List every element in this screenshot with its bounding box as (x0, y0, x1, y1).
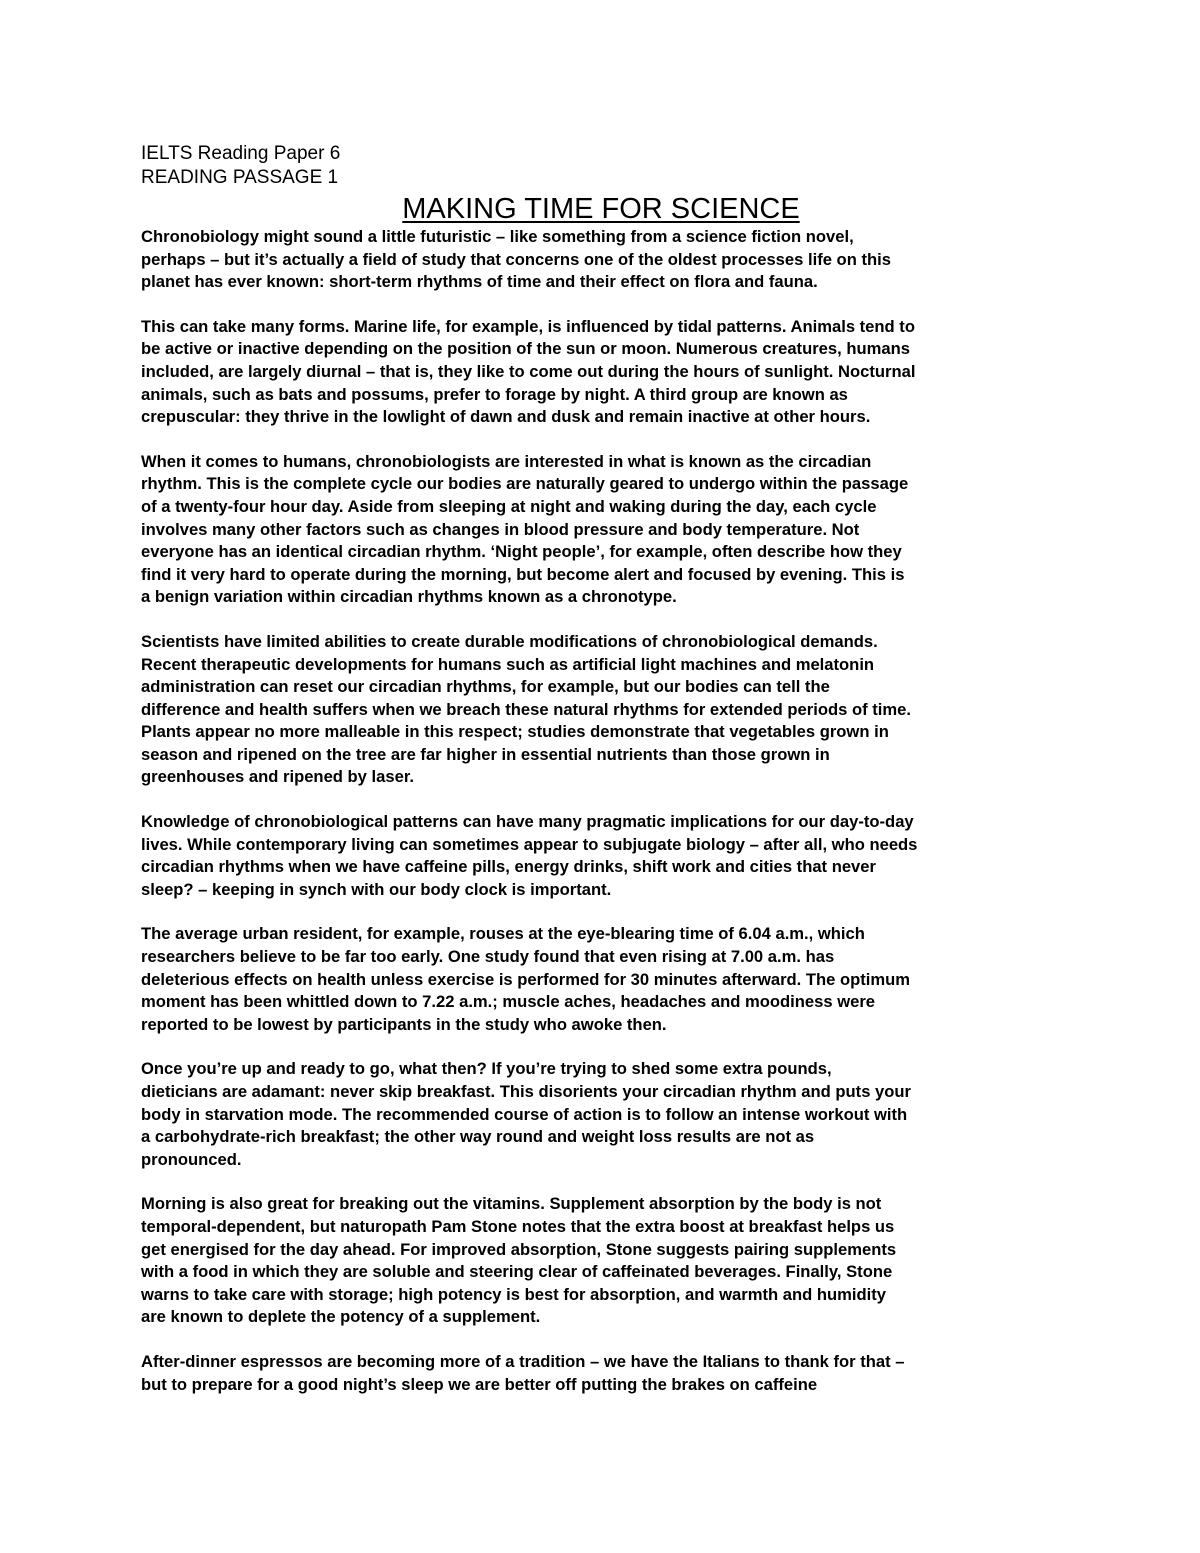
text-line: After-dinner espressos are becoming more of a tradition – we have the Italians to thank for that – (141, 1351, 905, 1371)
text-line: are known to deplete the potency of a supplement. (141, 1307, 541, 1327)
passage-body (141, 226, 1061, 1396)
text-line: Plants appear no more malleable in this respect; studies demonstrate that vegetables grown in (141, 722, 889, 742)
text-line: Once you’re up and ready to go, what then? If you’re trying to shed some extra pounds, (141, 1059, 832, 1079)
text-line: get energised for the day ahead. For improved absorption, Stone suggests pairing supplements (141, 1239, 897, 1259)
text-line: with a food in which they are soluble and steering clear of caffeinated beverages. Finally, Stone (141, 1262, 893, 1282)
paragraph (141, 1351, 1061, 1396)
paragraph (141, 923, 1061, 1036)
text-line: When it comes to humans, chronobiologists are interested in what is known as the circadian (141, 451, 872, 471)
text-line: Recent therapeutic developments for humans such as artificial light machines and melatonin (141, 654, 875, 674)
paragraph (141, 451, 1061, 609)
text-line: everyone has an identical circadian rhythm. ‘Night people’, for example, often describe how they (141, 542, 902, 562)
text-line: find it very hard to operate during the morning, but become alert and focused by evening. This is (141, 564, 905, 584)
text-line: warns to take care with storage; high potency is best for absorption, and warmth and humidity (141, 1284, 886, 1304)
text-line: of a twenty-four hour day. Aside from sleeping at night and waking during the day, each cycle (141, 496, 877, 516)
document-page (141, 142, 1061, 1418)
text-line: dieticians are adamant: never skip breakfast. This disorients your circadian rhythm and puts your (141, 1082, 911, 1101)
text-line: reported to be lowest by participants in the study who awoke then. (141, 1014, 667, 1034)
text-line: temporal-dependent, but naturopath Pam Stone notes that the extra boost at breakfast helps us (141, 1216, 895, 1236)
text-line: administration can reset our circadian rhythms, for example, but our bodies can tell the (141, 677, 830, 697)
text-line: This can take many forms. Marine life, for example, is influenced by tidal patterns. Animals tend to (141, 316, 915, 336)
passage-label: READING PASSAGE 1 (141, 167, 339, 188)
paragraph (141, 1193, 1061, 1329)
text-line: but to prepare for a good night’s sleep we are better off putting the brakes on caffeine (141, 1374, 818, 1394)
text-line: perhaps – but it’s actually a field of study that concerns one of the oldest processes life on this (141, 249, 891, 269)
text-line: rhythm. This is the complete cycle our bodies are naturally geared to undergo within the passage (141, 474, 909, 494)
text-line: Chronobiology might sound a little futuristic – like something from a science fiction novel, (141, 227, 854, 246)
paragraph (141, 1058, 1061, 1171)
paragraph (141, 811, 1061, 901)
text-line: circadian rhythms when we have caffeine pills, energy drinks, shift work and cities that never (141, 857, 876, 877)
text-line: body in starvation mode. The recommended course of action is to follow an intense workout with (141, 1104, 908, 1124)
text-line: animals, such as bats and possums, prefer to forage by night. A third group are known as (141, 384, 848, 404)
text-line: sleep? – keeping in synch with our body clock is important. (141, 879, 612, 899)
text-line: pronounced. (141, 1149, 242, 1169)
text-line: Scientists have limited abilities to create durable modifications of chronobiological demands. (141, 631, 878, 651)
text-line: a benign variation within circadian rhythms known as a chronotype. (141, 587, 677, 607)
text-line: Knowledge of chronobiological patterns can have many pragmatic implications for our day-to-day (141, 812, 914, 832)
text-line: greenhouses and ripened by laser. (141, 767, 414, 787)
text-line: season and ripened on the tree are far higher in essential nutrients than those grown in (141, 744, 830, 764)
paragraph (141, 316, 1061, 429)
paper-label: IELTS Reading Paper 6 (141, 143, 341, 164)
text-line: included, are largely diurnal – that is, they like to come out during the hours of sunlight. Nocturnal (141, 361, 916, 381)
text-line: planet has ever known: short-term rhythms of time and their effect on flora and fauna. (141, 272, 818, 292)
text-line: deleterious effects on health unless exercise is performed for 30 minutes afterward. The optimum (141, 969, 911, 989)
text-line: Morning is also great for breaking out the vitamins. Supplement absorption by the body is not (141, 1194, 882, 1214)
text-line: be active or inactive depending on the position of the sun or moon. Numerous creatures, humans (141, 339, 910, 359)
text-line: a carbohydrate-rich breakfast; the other way round and weight loss results are not as (141, 1127, 815, 1147)
text-line: moment has been whittled down to 7.22 a.m.; muscle aches, headaches and moodiness were (141, 992, 876, 1012)
text-line: involves many other factors such as changes in blood pressure and body temperature. Not (141, 519, 860, 539)
text-line: difference and health suffers when we breach these natural rhythms for extended periods of time. (141, 699, 911, 719)
text-line: lives. While contemporary living can sometimes appear to subjugate biology – after all, who needs (141, 834, 918, 854)
paragraph (141, 631, 1061, 789)
text-line: The average urban resident, for example, rouses at the eye-blearing time of 6.04 a.m., which (141, 924, 865, 944)
text-line: researchers believe to be far too early. One study found that even rising at 7.00 a.m. has (141, 947, 835, 967)
passage-title: MAKING TIME FOR SCIENCE (402, 193, 800, 225)
text-line: crepuscular: they thrive in the lowlight of dawn and dusk and remain inactive at other hours. (141, 407, 871, 427)
paragraph (141, 226, 1061, 294)
